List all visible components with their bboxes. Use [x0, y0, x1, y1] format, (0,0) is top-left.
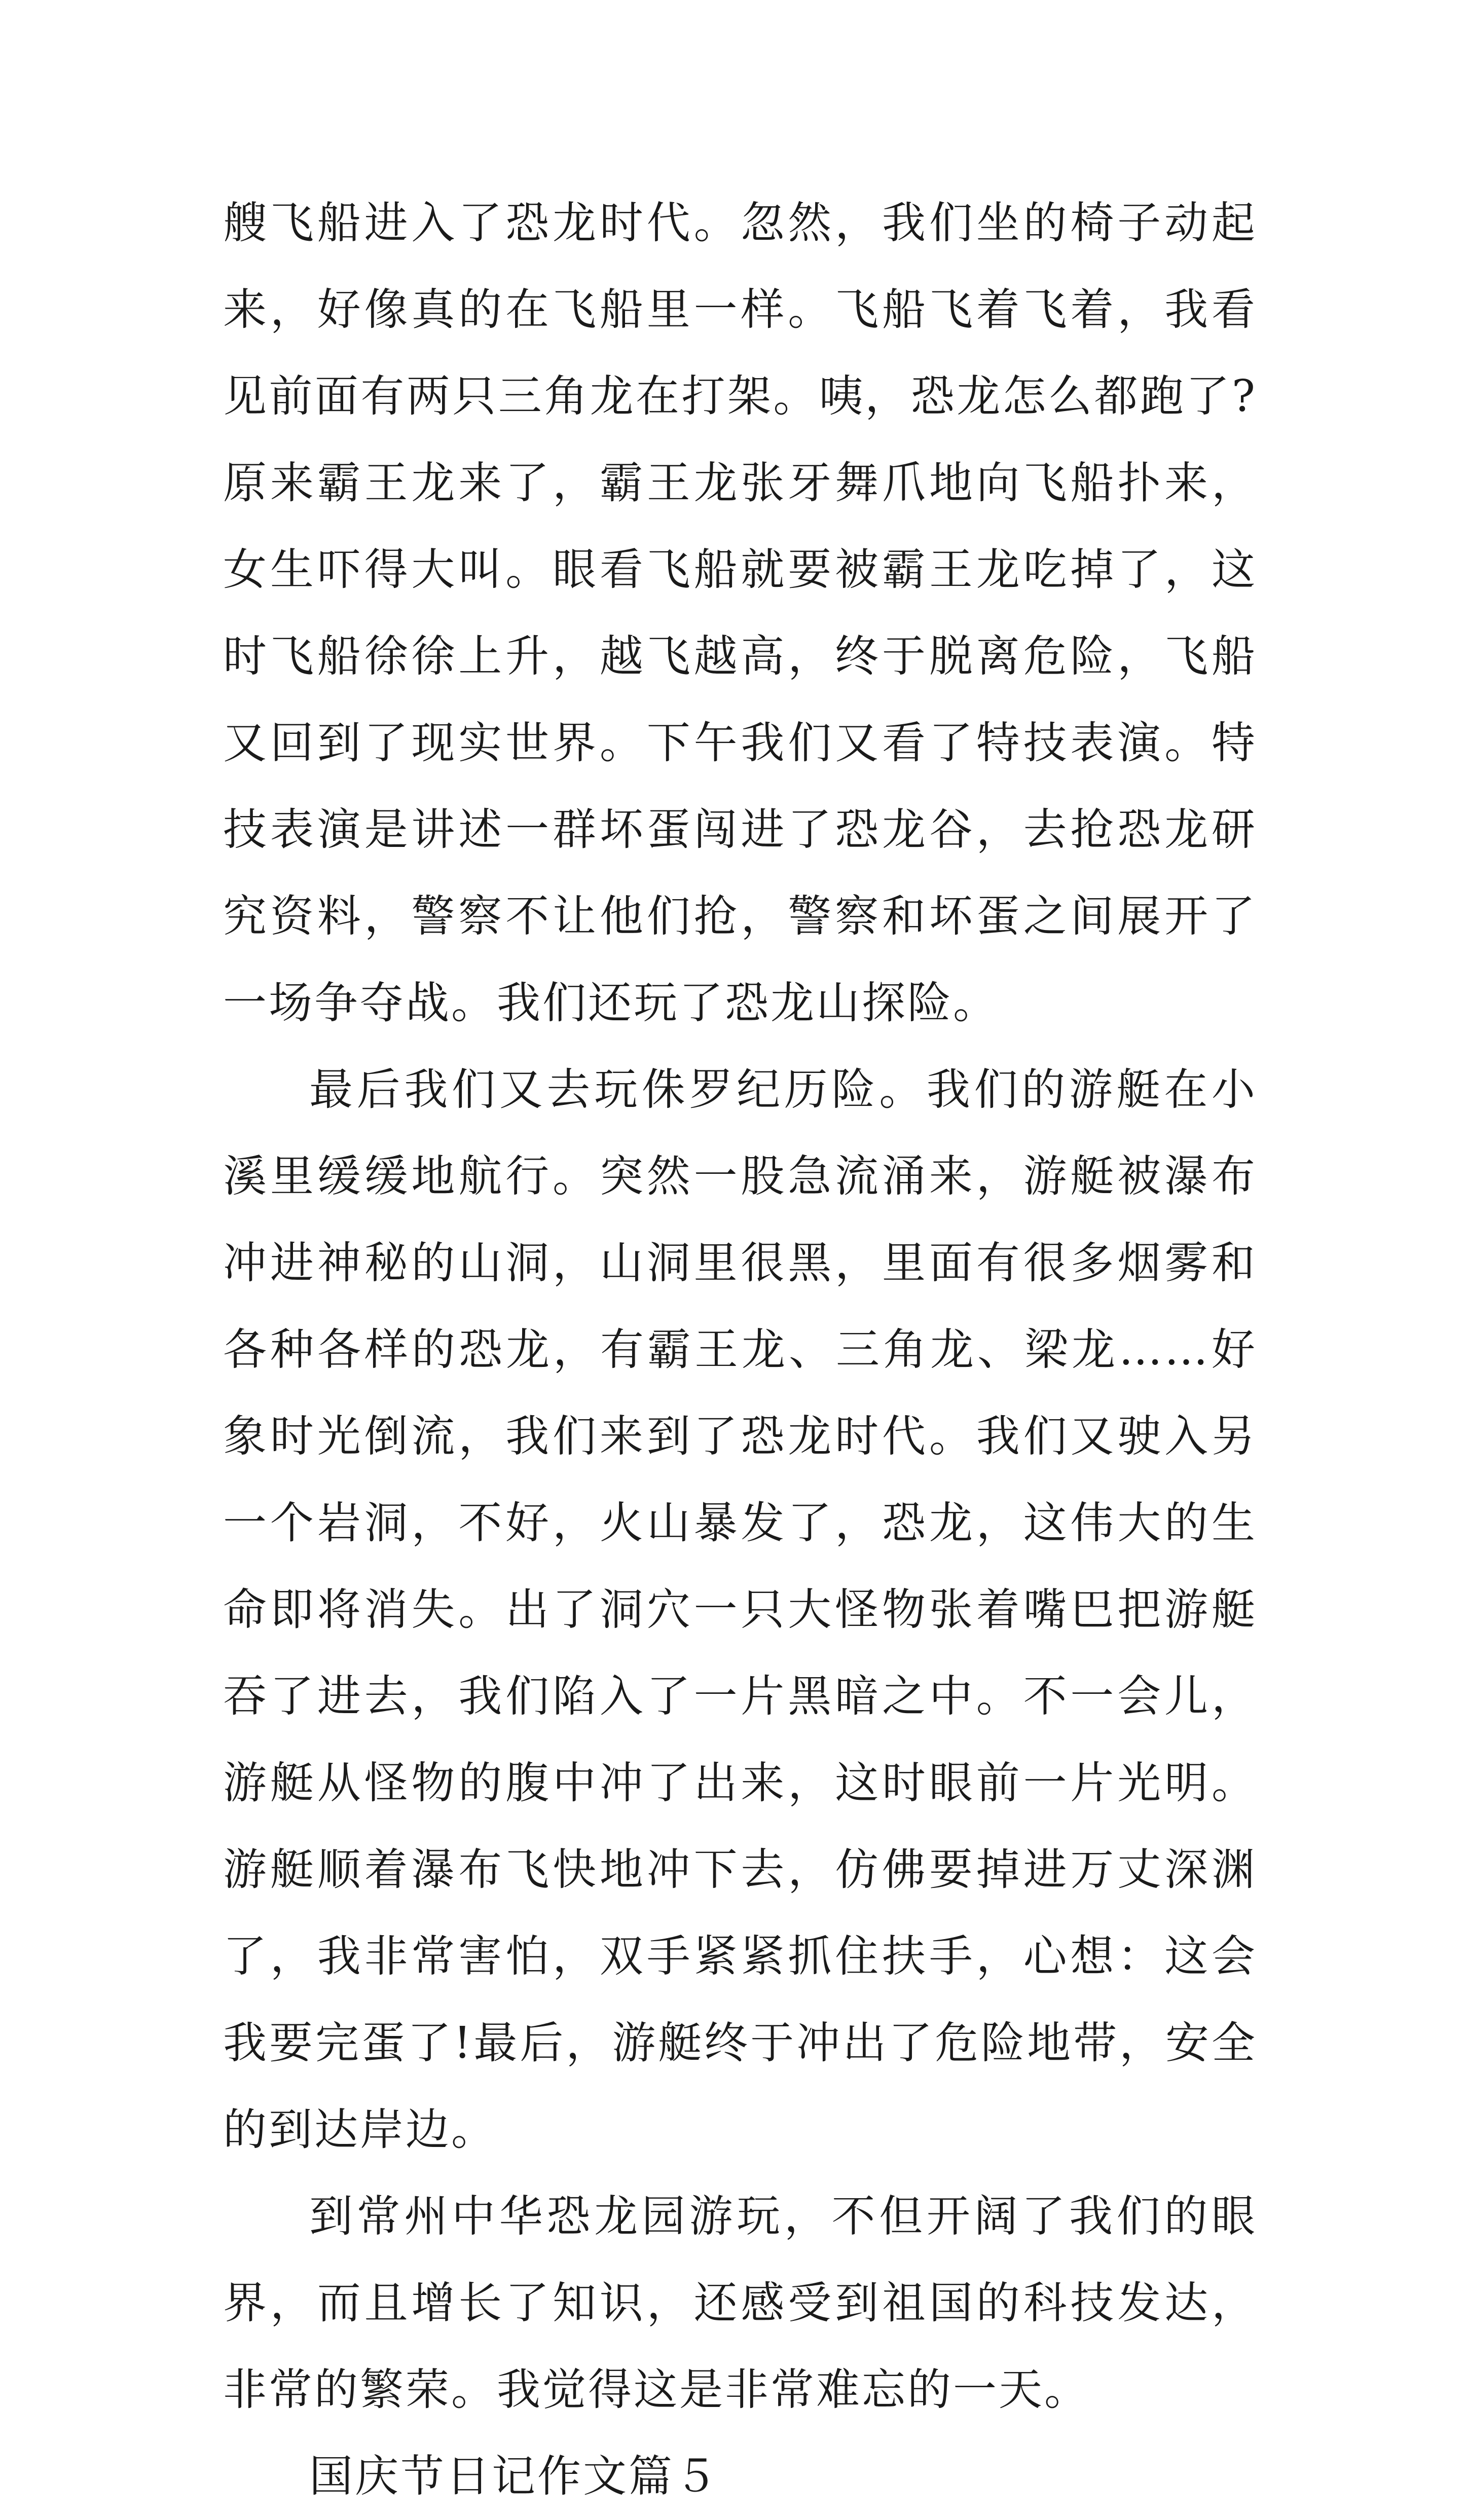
paragraph-conclusion: 到常州中华恐龙园游玩，不但开阔了我们的眼界，而且增长了知识，还感受到祖国的科技发达，非常的繁荣。我觉得这是非常难忘的一天。 [223, 2191, 1257, 2415]
document-body [223, 180, 1257, 2520]
paragraph-continuation: 艘飞船进入了恐龙时代。忽然，我们坐的椅子动起来，好像真的在飞船里一样。飞船飞着飞着，我看见前面有两只三角龙在打架。咦，恐龙怎么都跑了?原来霸王龙来了，霸王龙张牙舞爪地向飞船扑来，女生吓得大叫。眼看飞船就要被霸王龙吃掉了，这时飞船徐徐上升，越飞越高，终于脱离危险，飞船又回到了现实世界。下午我们又看了特技表演。特技表演是讲述一群坏蛋闯进了恐龙谷，去抢恐龙研究资料，警察不让他们抢，警察和坏蛋之间展开了一场争夺战。我们还玩了恐龙山探险。 [223, 198, 1257, 1028]
section-heading: 国庆节日记作文篇５ [309, 2451, 720, 2502]
paragraph-jurassic-adventure: 最后我们又去玩侏罗纪历险。我们的游艇在小溪里缓缓地航行。突然一股急流涌来，游艇被瀑布冲进神秘的山洞，山洞里很黑，里面有很多烟雾和各种各样的恐龙，有霸王龙、三角龙、梁龙……好象时光倒流，我们来到了恐龙时代。我们又驶入另一个岩洞，不好，火山暴发了，恐龙，这伟大的生命即将消失。出了洞穴一只大怪物张着嘴巴把游艇吞了进去，我们陷入了一片黑暗之中。不一会儿，游艇从怪物的腹中冲了出来，这时眼前一片光明。游艇顺着瀑布飞快地冲下去，仿佛要掉进万丈深渊了，我非常害怕，双手紧紧抓住扶手，心想：这会我要完蛋了!最后，游艇终于冲出了危险地带，安全的到达岸边。 [223, 1064, 1257, 2155]
